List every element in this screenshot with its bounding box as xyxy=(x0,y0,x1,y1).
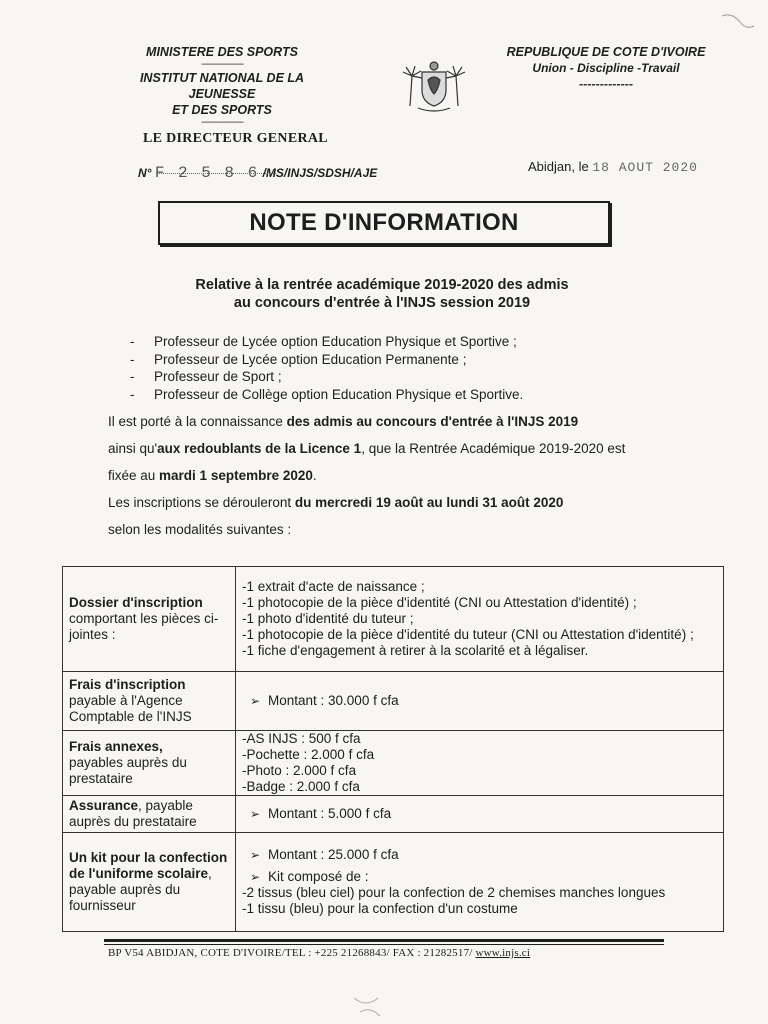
institute-name-line2: ET DES SPORTS xyxy=(172,103,272,117)
amount-item: ➢ Montant : 5.000 f cfa xyxy=(242,806,717,822)
list-item: -Badge : 2.000 f cfa xyxy=(242,779,360,794)
list-item: - Professeur de Sport ; xyxy=(128,368,648,386)
date-stamp: 18 AOUT 2020 xyxy=(592,160,698,175)
reference-stamp: F 2 5 8 6 xyxy=(154,164,260,182)
list-item: -AS INJS : 500 f cfa xyxy=(242,731,361,746)
label-text: payable à l'Agence Comptable de l'INJS xyxy=(69,693,192,724)
row-label xyxy=(63,731,236,796)
list-item: - Professeur de Lycée option Education Physique et Sportive ; xyxy=(128,333,648,351)
title-box xyxy=(158,201,610,245)
list-item: -2 tissus (bleu ciel) pour la confection de 2 chemises manches longues xyxy=(242,885,666,900)
label-bold: Frais d'inscription xyxy=(69,677,186,692)
subtitle-line2: au concours d'entrée à l'INJS session 2019 xyxy=(233,295,531,311)
label-bold: Un kit pour la confection de l'uniforme scolaire xyxy=(69,850,228,881)
text-run: selon les modalités suivantes : xyxy=(108,522,292,537)
text-run: Il est porté à la connaissance xyxy=(108,414,287,429)
row-value xyxy=(236,567,724,672)
reference-number xyxy=(138,164,377,182)
ministry-name: MINISTERE DES SPORTS xyxy=(146,45,298,59)
table-row xyxy=(63,796,724,833)
list-item: -Pochette : 2.000 f cfa xyxy=(242,747,375,762)
row-value xyxy=(236,672,724,731)
national-motto: Union - Discipline -Travail xyxy=(532,61,680,75)
issuer-block xyxy=(112,44,332,128)
bold-run: mardi 1 septembre 2020 xyxy=(159,468,313,483)
list-item: - Professeur de Lycée option Education Permanente ; xyxy=(128,351,648,369)
bold-run: des admis au concours d'entrée à l'INJS 2019 xyxy=(286,414,579,429)
separator-line: ------------------ xyxy=(201,59,243,70)
list-item: -1 photocopie de la pièce d'identité du tuteur (CNI ou Attestation d'identité) ; xyxy=(242,627,694,642)
table-row xyxy=(63,567,724,672)
label-bold: Dossier d'inscription xyxy=(69,595,203,610)
label-text: comportant les pièces ci-jointes : xyxy=(69,611,219,642)
subtitle-line1: Relative à la rentrée académique 2019-2020 des admis xyxy=(195,277,569,293)
label-text: , payable auprès du fournisseur xyxy=(69,866,212,913)
footer-rule xyxy=(104,939,664,942)
list-item: -Photo : 2.000 f cfa xyxy=(242,763,357,778)
republic-block xyxy=(492,44,720,92)
footer-rule xyxy=(104,944,664,945)
row-label xyxy=(63,672,236,731)
subtitle xyxy=(118,276,646,312)
table-row xyxy=(63,731,724,796)
row-value xyxy=(236,731,724,796)
row-label xyxy=(63,567,236,672)
requirements-table xyxy=(62,566,724,932)
amount-item: ➢ Montant : 30.000 f cfa xyxy=(242,693,717,709)
address-text: BP V54 ABIDJAN, COTE D'IVOIRE/TEL : +225 21268843/ FAX : 21282517/ xyxy=(108,947,476,959)
text-run: , que la Rentrée Académique 2019-2020 est fixée au xyxy=(108,441,626,483)
coat-of-arms-icon xyxy=(398,58,470,114)
reference-suffix: /MS/INJS/SDSH/AJE xyxy=(262,166,378,180)
republic-name: REPUBLIQUE DE COTE D'IVOIRE xyxy=(506,45,706,59)
footer-address xyxy=(108,947,530,959)
institute-name-line1: INSTITUT NATIONAL DE LA JEUNESSE xyxy=(139,71,305,101)
program-list xyxy=(128,333,648,403)
date-place: Abidjan, le xyxy=(528,159,589,174)
scan-mark-icon xyxy=(718,8,758,38)
text-run: Les inscriptions se dérouleront xyxy=(108,495,295,510)
bold-run: aux redoublants de la Licence 1 xyxy=(157,441,362,456)
row-label xyxy=(63,796,236,833)
list-item: -1 tissu (bleu) pour la confection d'un costume xyxy=(242,901,518,916)
list-item: - Professeur de Collège option Education Physique et Sportive. xyxy=(128,386,648,404)
table-row xyxy=(63,672,724,731)
date-line xyxy=(528,159,698,175)
list-item: -1 photocopie de la pièce d'identité (CNI ou Attestation d'identité) ; xyxy=(242,595,637,610)
registration-paragraph xyxy=(108,489,653,543)
announcement-paragraph xyxy=(108,408,653,489)
label-bold: Assurance xyxy=(69,798,139,813)
text-run: ainsi qu' xyxy=(108,441,158,456)
label-text: , payable auprès du prestataire xyxy=(69,798,197,829)
document-title: NOTE D'INFORMATION xyxy=(249,209,519,236)
list-item: -1 extrait d'acte de naissance ; xyxy=(242,579,425,594)
table-row xyxy=(63,833,724,932)
text-run: . xyxy=(312,468,317,483)
label-text: payables auprès du prestataire xyxy=(69,755,187,786)
scan-mark-icon xyxy=(350,992,390,1020)
kit-intro: ➢ Kit composé de : xyxy=(242,869,717,885)
row-label xyxy=(63,833,236,932)
separator-line: ------------------ xyxy=(201,117,243,128)
list-item: -1 photo d'identité du tuteur ; xyxy=(242,611,414,626)
row-value xyxy=(236,833,724,932)
label-bold: Frais annexes, xyxy=(69,739,163,754)
row-value xyxy=(236,796,724,833)
website-link[interactable]: www.injs.ci xyxy=(475,947,531,959)
separator-line: ------------- xyxy=(578,77,634,91)
bold-run: du mercredi 19 août au lundi 31 août 2020 xyxy=(294,495,564,510)
reference-prefix: N° xyxy=(138,166,152,180)
director-title: LE DIRECTEUR GENERAL xyxy=(143,131,328,146)
list-item: -1 fiche d'engagement à retirer à la scolarité et à légaliser. xyxy=(242,643,589,658)
amount-item: ➢ Montant : 25.000 f cfa xyxy=(242,847,717,863)
